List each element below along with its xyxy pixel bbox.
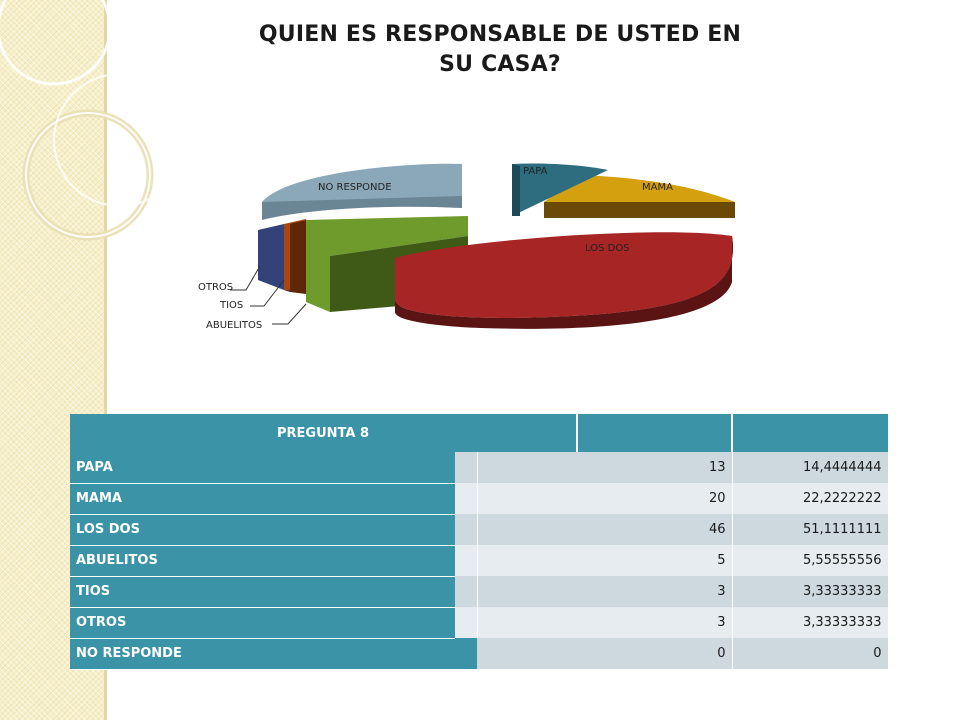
slice-label-abuelitos: ABUELITOS — [206, 320, 263, 331]
row-gap — [455, 452, 477, 483]
row-label: LOS DOS — [70, 514, 455, 545]
pie-chart — [180, 140, 760, 370]
row-percent: 22,2222222 — [732, 483, 888, 514]
slice-label-tios: TIOS — [220, 300, 244, 311]
data-table — [70, 414, 889, 670]
row-count: 3 — [477, 576, 732, 607]
row-label: PAPA — [70, 452, 455, 483]
slice-label-los-dos: LOS DOS — [585, 243, 630, 254]
row-label: ABUELITOS — [70, 545, 455, 576]
row-label: MAMA — [70, 483, 455, 514]
row-label: NO RESPONDE — [70, 638, 477, 669]
leader-line-abuelitos — [272, 304, 306, 324]
row-gap — [455, 514, 477, 545]
row-count: 3 — [477, 607, 732, 638]
table-row — [70, 452, 888, 483]
row-count: 0 — [477, 638, 732, 669]
row-gap — [455, 545, 477, 576]
row-count: 46 — [477, 514, 732, 545]
chart-title-line-2: SU CASA? — [439, 52, 561, 77]
row-percent: 14,4444444 — [732, 452, 888, 483]
slice-label-otros: OTROS — [198, 282, 234, 293]
row-label: TIOS — [70, 576, 455, 607]
row-gap — [455, 483, 477, 514]
table-row — [70, 483, 888, 514]
row-percent: 51,1111111 — [732, 514, 888, 545]
pie-slice-tios — [284, 219, 306, 294]
row-gap — [455, 607, 477, 638]
table-row — [70, 576, 888, 607]
row-count: 20 — [477, 483, 732, 514]
slice-label-papa: PAPA — [523, 166, 548, 177]
table-row — [70, 607, 888, 638]
table-row — [70, 545, 888, 576]
row-gap — [455, 576, 477, 607]
row-percent: 0 — [732, 638, 888, 669]
table-header-row — [70, 414, 888, 452]
table-header-empty-1 — [577, 414, 732, 452]
table-header-empty-2 — [732, 414, 888, 452]
table-row — [70, 638, 888, 669]
row-percent: 3,33333333 — [732, 576, 888, 607]
slice-label-mama: MAMA — [642, 182, 673, 193]
row-percent: 5,55555556 — [732, 545, 888, 576]
chart-title-line-1: QUIEN ES RESPONSABLE DE USTED EN — [258, 22, 742, 47]
slice-label-no-responde: NO RESPONDE — [318, 182, 392, 193]
row-percent: 3,33333333 — [732, 607, 888, 638]
row-count: 5 — [477, 545, 732, 576]
decorative-rings — [0, 0, 180, 260]
row-label: OTROS — [70, 607, 455, 638]
table-row — [70, 514, 888, 545]
row-count: 13 — [477, 452, 732, 483]
table-header-question: PREGUNTA 8 — [70, 414, 577, 452]
chart-title — [170, 20, 830, 80]
leader-line-otros — [230, 266, 260, 290]
